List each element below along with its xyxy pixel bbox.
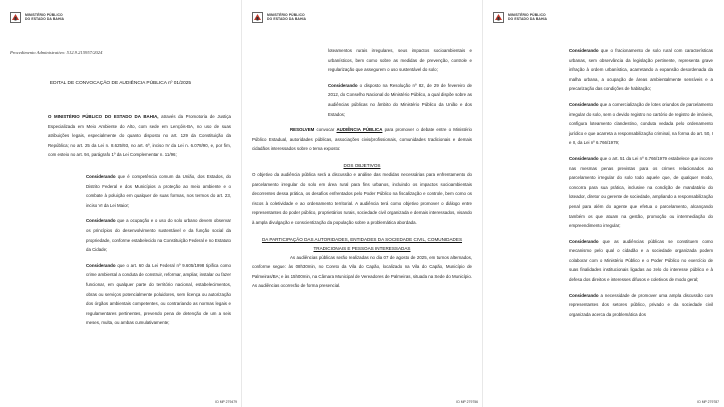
- org-name-line1: MINISTÉRIO PÚBLICO: [508, 13, 546, 17]
- org-name-line2: DO ESTADO DA BAHIA: [25, 17, 65, 21]
- mp-emblem-icon: [252, 12, 263, 23]
- considerando-label: Considerando: [569, 155, 599, 161]
- intro-org: O MINISTÉRIO PÚBLICO DO ESTADO DA BAHIA,: [48, 114, 159, 119]
- resolvem-text: para promover o debate entre o Ministério Público Estadual, autoridades públicas, associações civis/profissionais, comunidades tradicionais e demais cidadãos interessados sobre o tema exposto:: [252, 127, 472, 152]
- org-name-line1: MINISTÉRIO PÚBLICO: [267, 13, 305, 17]
- considerando-art51: [493, 154, 713, 231]
- org-name-line2: DO ESTADO DA BAHIA: [508, 17, 548, 21]
- mp-emblem-icon: [10, 12, 21, 23]
- org-name-line1: MINISTÉRIO PÚBLICO: [25, 13, 63, 17]
- considerando-label: Considerando: [86, 218, 116, 224]
- considerando-label: Considerando: [569, 101, 599, 107]
- considerando-text: que o fracionamento de solo rural com características urbanas, sem observância da legislação pertinente, representa grave infração à ordem urbanística, acarretando a expansão desordenada da malha urbana, a ocupação de áreas ambientalmente sensíveis e a precarização das condições de habitação;: [569, 48, 713, 92]
- considerando-label: Considerando: [569, 238, 599, 244]
- org-name: [508, 13, 547, 21]
- edital-title: EDITAL DE CONVOCAÇÃO DE AUDIÊNCIA PÚBLICA nº 01/2025: [49, 81, 192, 86]
- section-heading-participacao: DA PARTICIPAÇÃO DAS AUTORIDADES, ENTIDADES DA SOCIEDADE CIVIL, COMUNIDADES TRADICIONAIS E PESSOAS INTERESSADAS: [261, 236, 463, 251]
- considerando-comercializacao: [493, 100, 713, 148]
- considerando-3: [86, 261, 231, 328]
- considerando-discussao: [493, 291, 713, 320]
- page-footer-id: ID MP 279787: [697, 400, 719, 404]
- page-footer-id: ID MP 279479: [215, 400, 237, 404]
- resolvem-label: RESOLVEM: [290, 127, 315, 133]
- considerando-text: que o art. 60 da Lei Federal nº 9.605/1998 tipifica como crime ambiental a conduta de construir, reformar, ampliar, instalar ou fazer funcionar, em qualquer parte do território nacional, estabelecimentos, obras ou serviços potencialmente poluidores, sem licença ou autorização dos órgãos ambientais competentes, ou contrariando as normas legais e regulamentares pertinentes, prevendo pena de detenção de um a seis meses, multa, ou ambas cumulativamente;: [86, 262, 231, 326]
- considerando-fracionamento: [493, 46, 713, 94]
- considerando-text: a necessidade de promover uma ampla discussão com representantes dos setores público, privado e da sociedade civil organizada acerca da problemática dos: [569, 292, 713, 317]
- considerando-label: Considerando: [328, 82, 358, 88]
- considerando-text: que o art. 51 da Lei nº 6.766/1979 estabelece que incorre nas mesmas penas previstas para os crimes relacionados ao parcelamento irregular do solo todo aquele que, de qualquer modo, concorra para sua prática, inclusive na condição de mandatário do loteador, diretor ou gerente de sociedade, ampliando a responsabilização penal para além do agente que efetua o parcelamento, alcançando também os que atuam na gestão, promoção ou intermediação do empreendimento irregular;: [569, 155, 713, 229]
- org-name: [267, 13, 306, 21]
- considerando-text: que a comercialização de lotes oriundos de parcelamento irregular do solo, sem o devido registro no cartório de registro de imóveis, configura loteamento clandestino, conduta vedada pelo ordenamento jurídico e que acarreta a responsabilização criminal, na forma do art. 50, I e II, da Lei nº 6.766/1979;: [569, 101, 713, 146]
- considerando-label: Considerando: [86, 173, 116, 179]
- considerando-label: Considerando: [569, 48, 599, 53]
- considerando-resolucao: [252, 81, 472, 119]
- document-page-1: [0, 0, 241, 407]
- continuation-paragraph: loteamentos rurais irregulares, seus impactos socioambientais e urbanísticos, bem como sobre as medidas de prevenção, controle e regularização que assegurem o uso sustentável do solo;: [328, 48, 472, 73]
- objetivos-paragraph: O objetivo da audiência pública será a discussão e análise das medidas necessárias para enfrentamento do parcelamento irregular do solo em área rural para fins urbanos, incluindo os impactos socioambientais decorrentes dessa prática, os desafios enfrentados pelo Poder Público na fiscalização e controle, bem como os riscos à coletividade e ao ordenamento territorial. A audiência terá como objetivo promover o diálogo entre representantes do poder público, proprietários rurais, sociedade civil organizada e demais interessados, visando à ampla divulgação e conscientização da população sobre a problemática abordada.: [252, 171, 472, 225]
- document-page-3: [482, 0, 723, 407]
- considerando-label: Considerando: [569, 292, 599, 298]
- org-logo: [493, 10, 713, 24]
- org-logo: [252, 10, 472, 24]
- participacao-paragraph: As audiências públicas serão realizadas no dia 07 de agosto de 2025, em turnos alternados, conforme segue: às 08h30min, no Coreto da Vila do Capão, localizado na Vila do Capão, Município de Palmeiras/BA; e às 15h00min, na Câmara Municipal de Vereadores de Palmeiras, situada na Sede do Município. As audiências ocorrerão de forma presencial.: [252, 254, 472, 289]
- considerando-2: [86, 216, 231, 254]
- audiencia-publica-label: AUDIÊNCIA PÚBLICA: [336, 127, 383, 133]
- page-footer-id: ID MP 279756: [456, 400, 478, 404]
- resolvem-paragraph: [252, 125, 472, 154]
- document-page-2: [241, 0, 482, 407]
- org-logo: [10, 10, 231, 24]
- considerando-label: Considerando: [86, 262, 116, 268]
- org-name-line2: DO ESTADO DA BAHIA: [267, 17, 307, 21]
- considerando-text: que as audiências públicas se constituem como mecanismo pelo qual o cidadão e a sociedade organizada podem colaborar com o Ministério Público e o Poder Público no exercício de suas finalidades institucionais ligadas ao zelo do interesse público e à defesa dos direitos e interesses difusos e coletivos de modo geral;: [569, 238, 713, 283]
- intro-paragraph: [48, 112, 231, 160]
- section-heading-objetivos: DOS OBJETIVOS: [343, 162, 381, 168]
- intro-text: através da Promotoria de Justiça Especializada em Meio Ambiente do Alto, com sede em Lençóis-BA, no uso de suas atribuições legais, especialmente do quanto disposto no art. 129 da Constituição da República; no art. 25 da Lei n. 8.625/93, no art. 6º, inciso IV da Lei n. 6.078/90, e, por fim, com esteio no art. 94, parágrafo 1º da Lei Complementar n. 11/96;: [48, 114, 231, 158]
- mp-emblem-icon: [493, 12, 504, 23]
- considerando-audiencias: [493, 237, 713, 285]
- considerando-1: [86, 172, 231, 210]
- considerando-text: o disposto na Resolução nº 82, de 29 de fevereiro de 2012, do Conselho Nacional do Ministério Público, a qual dispõe sobre as audiências públicas no âmbito do Ministério Público da União e dos Estados;: [328, 82, 472, 117]
- considerando-text: que é competência comum da União, dos Estados, do Distrito Federal e dos Municípios a proteção ao meio ambiente e o combate à poluição em qualquer de suas formas, nos termos do art. 23, inciso VI da Lei Maior;: [86, 173, 231, 208]
- procedure-number: Procedimento Administrativo: 512.9.215957/2024: [10, 50, 103, 55]
- org-name: [25, 13, 64, 21]
- considerando-text: que a ocupação e o uso do solo urbano devem observar os princípios do desenvolvimento sustentável e da função social da propriedade, conforme estabelecido na Constituição Federal e no Estatuto da Cidade;: [86, 218, 231, 253]
- resolvem-pre: convocar: [316, 127, 335, 133]
